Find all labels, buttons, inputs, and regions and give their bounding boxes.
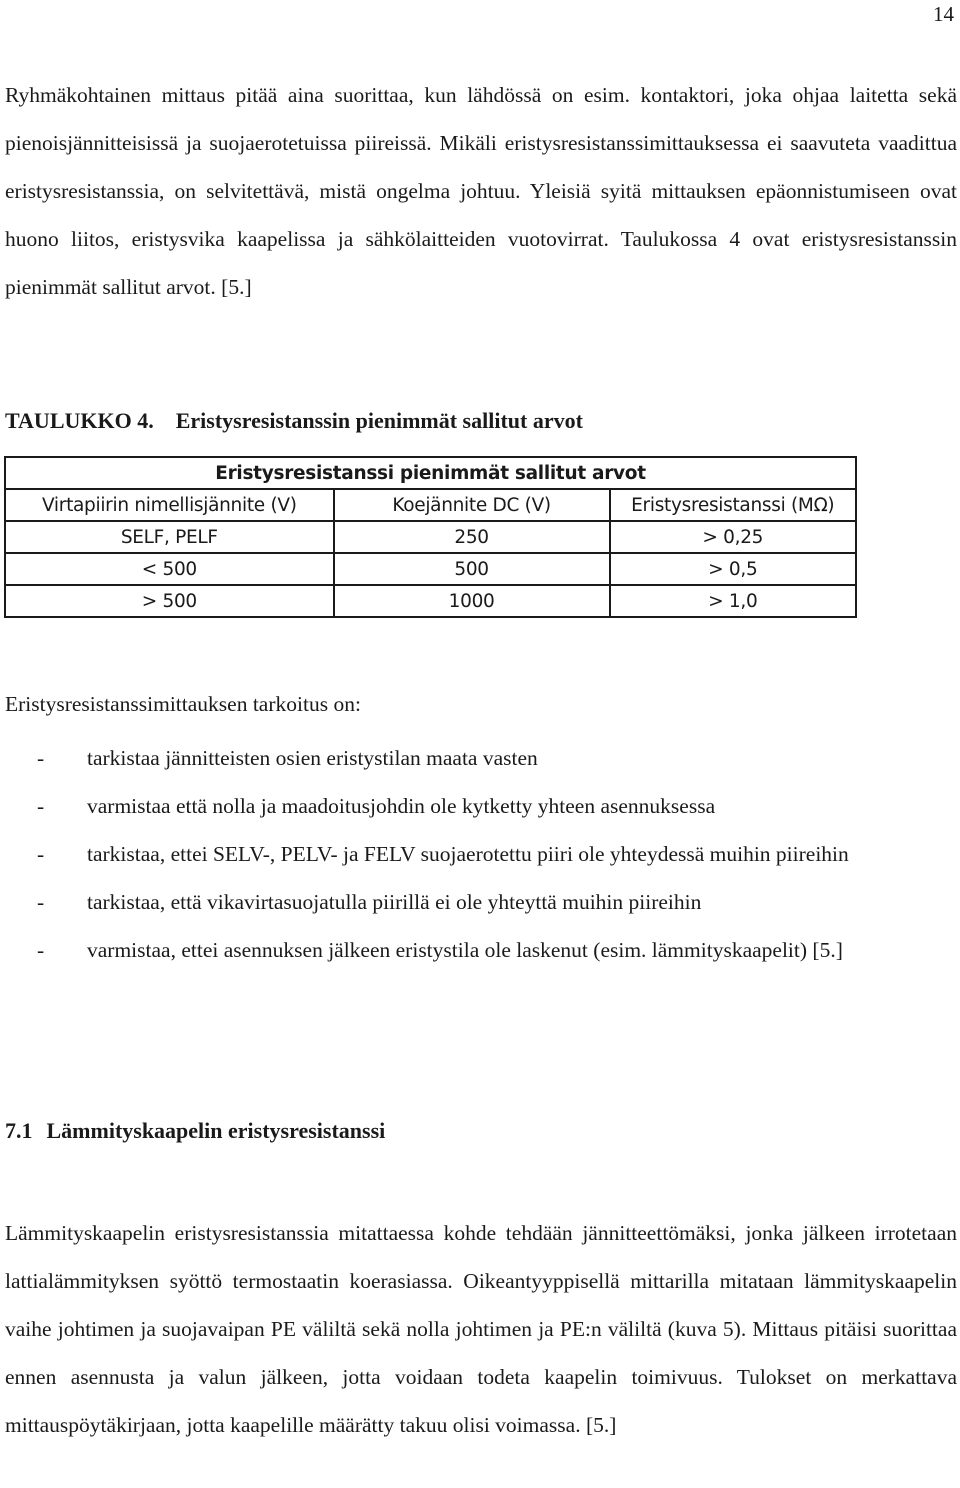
section-heading [5,1118,385,1144]
column-header-nominal-voltage: Virtapiirin nimellisjännite (V) [5,489,334,521]
table-cell: > 500 [5,585,334,617]
table-cell: > 0,25 [610,521,856,553]
paragraph-measurement-intro: Ryhmäkohtainen mittaus pitää aina suorittaa, kun lähdössä on esim. kontaktori, joka ohjaa laitetta sekä pienoisjännitteisissä ja suojaerotetuissa piireissä. Mikäli eristysresistanssimittauksessa ei saavuteta vaadittua eristysresistanssia, on selvitettävä, mistä ongelma johtuu. Yleisiä syitä mittauksen epäonnistumiseen ovat huono liitos, eristysvika kaapelissa ja sähkölaitteiden vuotovirrat. Taulukossa 4 ovat eristysresistanssin pienimmät sallitut arvot. [5.] [5,83,957,299]
list-item-text: varmistaa että nolla ja maadoitusjohdin ole kytketty yhteen asennuksessa [87,794,716,818]
insulation-resistance-table [4,456,857,618]
table-title-row [5,457,856,489]
list-item [5,878,957,926]
section-title: Lämmityskaapelin eristysresistanssi [46,1118,386,1143]
table-cell: SELF, PELF [5,521,334,553]
list-item [5,782,957,830]
list-dash: - [37,890,45,914]
list-item-text: tarkistaa, että vikavirtasuojatulla piirillä ei ole yhteyttä muihin piireihin [87,890,702,914]
list-item [5,926,957,974]
table-row [5,521,856,553]
table-cell: 500 [334,553,610,585]
column-header-test-voltage: Koejännite DC (V) [334,489,610,521]
table-caption [5,408,583,434]
paragraph-heating-cable: Lämmityskaapelin eristysresistanssia mitattaessa kohde tehdään jännitteettömäksi, jonka jälkeen irrotetaan lattialämmityksen syöttö termostaatin koerasiassa. Oikeantyyppisellä mittarilla mitataan lämmityskaapelin vaihe johtimen ja suojavaipan PE väliltä sekä nolla johtimen ja PE:n väliltä (kuva 5). Mittaus pitäisi suorittaa ennen asennusta ja valun jälkeen, jotta voidaan todeta kaapelin toimivuus. Tulokset on merkattava mittauspöytäkirjaan, jotta kaapelille määrätty takuu olisi voimassa. [5.] [5,1221,957,1437]
table-cell: > 0,5 [610,553,856,585]
table-row [5,553,856,585]
list-intro: Eristysresistanssimittauksen tarkoitus on: [5,692,361,716]
list-dash: - [37,794,45,818]
table-cell: 250 [334,521,610,553]
list-dash: - [37,938,45,962]
list-item [5,734,957,782]
purpose-list [5,734,957,974]
list-item [5,830,957,878]
list-dash: - [37,842,45,866]
table-header-row [5,489,856,521]
column-header-insulation-resistance: Eristysresistanssi (MΩ) [610,489,856,521]
table-cell: > 1,0 [610,585,856,617]
table-caption-text: Eristysresistanssin pienimmät sallitut arvot [175,408,583,433]
section-number: 7.1 [5,1118,33,1143]
list-item-text: tarkistaa jännitteisten osien eristystilan maata vasten [87,746,538,770]
table-cell: < 500 [5,553,334,585]
table-row [5,585,856,617]
table-caption-label: TAULUKKO 4. [5,408,154,433]
table-title: Eristysresistanssi pienimmät sallitut arvot [5,457,856,489]
list-item-text: tarkistaa, ettei SELV-, PELV- ja FELV suojaerotettu piiri ole yhteydessä muihin piireihin [87,842,849,866]
list-item-text: varmistaa, ettei asennuksen jälkeen eristystila ole laskenut (esim. lämmityskaapelit) [5.] [87,938,843,962]
list-dash: - [37,746,45,770]
table-cell: 1000 [334,585,610,617]
page-number: 14 [933,2,954,26]
